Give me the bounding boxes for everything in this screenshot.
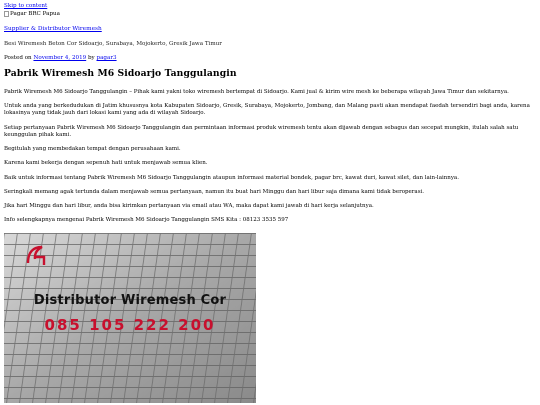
paragraph: Pabrik Wiremesh M6 Sidoarjo Tanggulangin – Pihak kami yakni toko wiremesh bertempat di Sidoarjo. Kami jual & kirim wire mesh ke beberapa wilayah Jawa Timur dan sekitarnya.: [4, 89, 509, 95]
site-title-link[interactable]: Supplier & Distributor Wiremesh: [4, 26, 102, 32]
skip-to-content-link[interactable]: Skip to content: [4, 3, 48, 9]
author-link[interactable]: pagar3: [96, 55, 117, 61]
paragraph: Karena kami bekerja dengan sepenuh hati untuk menjawab semua klien.: [4, 160, 208, 167]
wiremesh-product-image: [4, 233, 256, 403]
paragraph: Untuk anda yang berkedudukan di Jatim khususnya kota Kabupaten Sidoarjo, Gresik, Surabaya, Mojokerto, Jombang, dan Malang pasti akan mendapat faedah tersendiri bagi anda, karena lokasinya yang tidak jauh dari lokasi kami yang ada di wilayah Sidoarjo.: [4, 103, 530, 117]
image-headline: Distributor Wiremesh Cor: [33, 293, 227, 308]
paragraph: Seringkali memang agak tertunda dalam menjawab semua pertanyaan, namun itu buat hari Minggu dan hari libur saja dimana kami tidak beroperasi.: [4, 188, 425, 195]
posted-on-label: Posted on: [4, 55, 32, 61]
logo-alt-text: Pagar BRC Papua: [10, 11, 60, 17]
by-label: by: [87, 55, 95, 61]
paragraph: Jika hari Minggu dan hari libur, anda bisa kirimkan pertanyaan via email atau WA, maka dapat kami jawab di hari kerja selanjutnya.: [4, 203, 374, 210]
paragraph: Setiap pertanyaan Pabrik Wiremesh M6 Sidoarjo Tanggulangin dan permintaan informasi produk wiremesh tentu akan dijawab dengan sebagus dan secepat mungkin, itulah salah satu keunggulan pihak kami.: [4, 124, 519, 138]
paragraph: Baik untuk informasi tentang Pabrik Wiremesh M6 Sidoarjo Tanggulangin ataupun informasi material bondek, pagar brc, kawat duri, kawat silet, dan lain-lainnya.: [4, 174, 459, 181]
post-content: [4, 89, 534, 232]
paragraph: Info selengkapnya mengenai Pabrik Wiremesh M6 Sidoarjo Tanggulangin SMS Kita : 08123 3535 597: [4, 217, 289, 224]
post-meta: [4, 55, 117, 62]
site-description: Besi Wiremesh Beton Cor Sidoarjo, Surabaya, Mojokerto, Gresik Jawa Timur: [4, 41, 222, 47]
post-title: Pabrik Wiremesh M6 Sidoarjo Tanggulangin: [4, 68, 237, 79]
paragraph: Begitulah yang membedakan tempat dengan perusahaan kami.: [4, 146, 181, 153]
site-logo[interactable]: [4, 11, 60, 18]
post-date-link[interactable]: November 4, 2019: [33, 55, 87, 61]
broken-image-icon: [4, 11, 9, 17]
brand-logo-icon: [22, 241, 56, 271]
image-phone-number: 085 105 222 200: [44, 316, 216, 334]
